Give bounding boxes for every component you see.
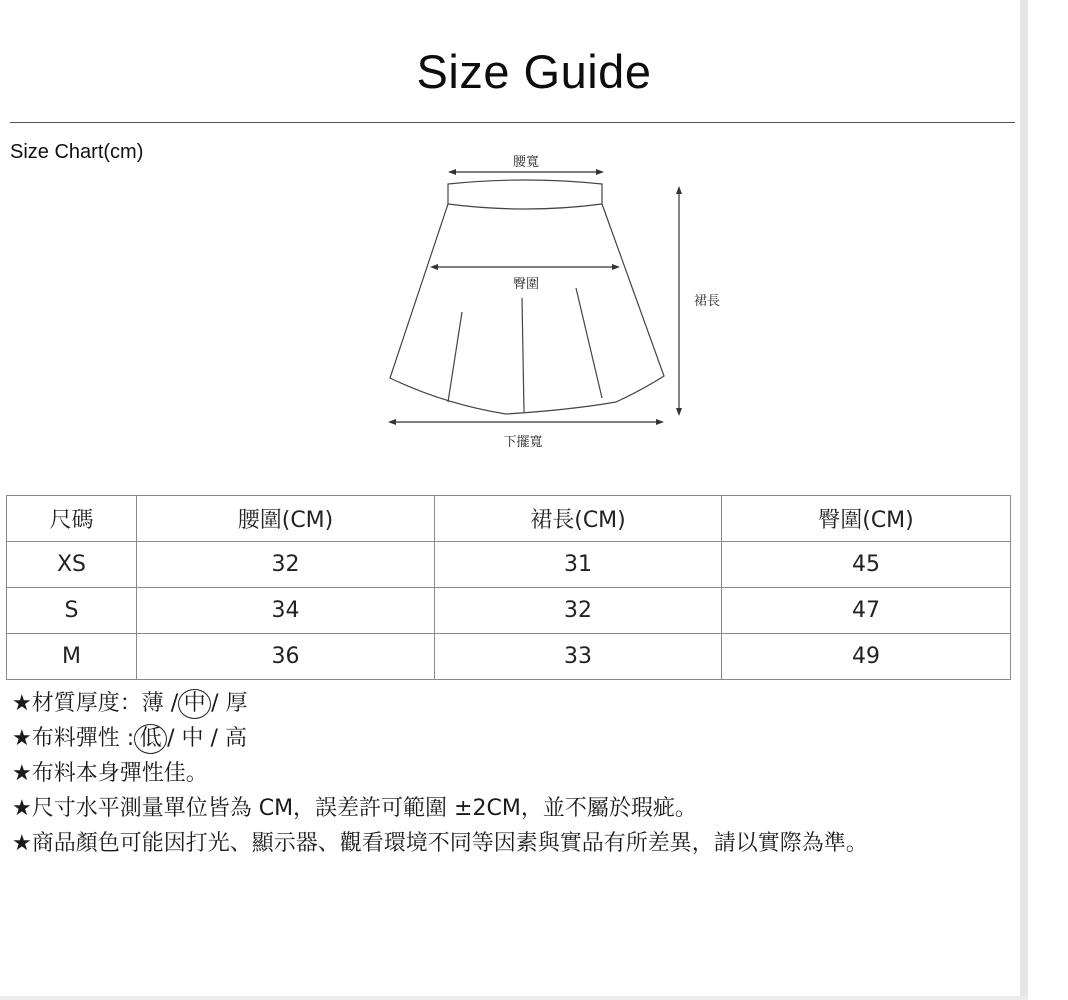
header-hip: 臀圍(CM): [722, 496, 1011, 542]
size-cell: XS: [7, 542, 137, 588]
notes-list: [12, 686, 868, 861]
skirt-outline: [390, 180, 664, 414]
table-row: [7, 634, 1011, 680]
waist-width-label: 腰寬: [512, 155, 540, 170]
hip-cell: 45: [722, 542, 1011, 588]
title-divider: [10, 122, 1015, 123]
note-measurement-tolerance: ★尺寸水平測量單位皆為 CM，誤差許可範圍 ±2CM，並不屬於瑕疵。: [12, 796, 697, 821]
header-length: 裙長(CM): [435, 496, 722, 542]
separator: /: [203, 726, 225, 751]
table-row: [7, 588, 1011, 634]
skirt-diagram-svg: [380, 140, 721, 460]
note-color-disclaimer: ★商品顏色可能因打光、顯示器、觀看環境不同等因素與實品有所差異，請以實際為準。: [12, 831, 868, 856]
table-row: [7, 542, 1011, 588]
note-fabric-thickness: [12, 686, 868, 721]
header-waist: 腰圍(CM): [137, 496, 435, 542]
size-cell: M: [7, 634, 137, 680]
size-cell: S: [7, 588, 137, 634]
hem-width-label: 下擺寬: [503, 435, 543, 450]
note-label: 布料彈性 :: [31, 726, 135, 751]
size-table-header-row: [7, 496, 1011, 542]
separator: /: [211, 691, 226, 716]
page-edge-bottom: [0, 996, 1028, 1000]
length-cell: 31: [435, 542, 722, 588]
length-cell: 32: [435, 588, 722, 634]
length-cell: 33: [435, 634, 722, 680]
star-icon: ★: [12, 726, 32, 751]
thickness-option-thick: 厚: [225, 691, 248, 716]
star-icon: ★: [12, 691, 32, 716]
hip-cell: 49: [722, 634, 1011, 680]
separator: /: [163, 691, 179, 716]
hem-arrow: [388, 419, 664, 425]
skirt-measurement-diagram: [380, 140, 721, 460]
thickness-option-thin: 薄: [141, 691, 164, 716]
page-title: Size Guide: [416, 45, 652, 98]
waist-cell: 34: [137, 588, 435, 634]
note-elasticity-good: ★布料本身彈性佳。: [12, 761, 208, 786]
elasticity-option-high: 高: [224, 726, 247, 751]
elasticity-option-medium: 中: [181, 726, 204, 751]
size-chart-subtitle: Size Chart(cm): [10, 141, 144, 163]
hip-cell: 47: [722, 588, 1011, 634]
note-fabric-elasticity: [12, 721, 868, 756]
waist-cell: 36: [137, 634, 435, 680]
elasticity-option-low-selected: 低: [134, 724, 167, 754]
thickness-option-medium-selected: 中: [178, 689, 211, 719]
waist-cell: 32: [137, 542, 435, 588]
length-arrow: [676, 186, 682, 416]
hip-arrow: [430, 264, 620, 270]
size-table: [6, 495, 1011, 680]
length-label: 裙長: [694, 294, 721, 309]
page-edge-right: [1020, 0, 1028, 1000]
separator: /: [167, 726, 182, 751]
hip-label: 臀圍: [512, 277, 540, 292]
note-label: 材質厚度：: [31, 691, 142, 716]
header-size: 尺碼: [7, 496, 137, 542]
